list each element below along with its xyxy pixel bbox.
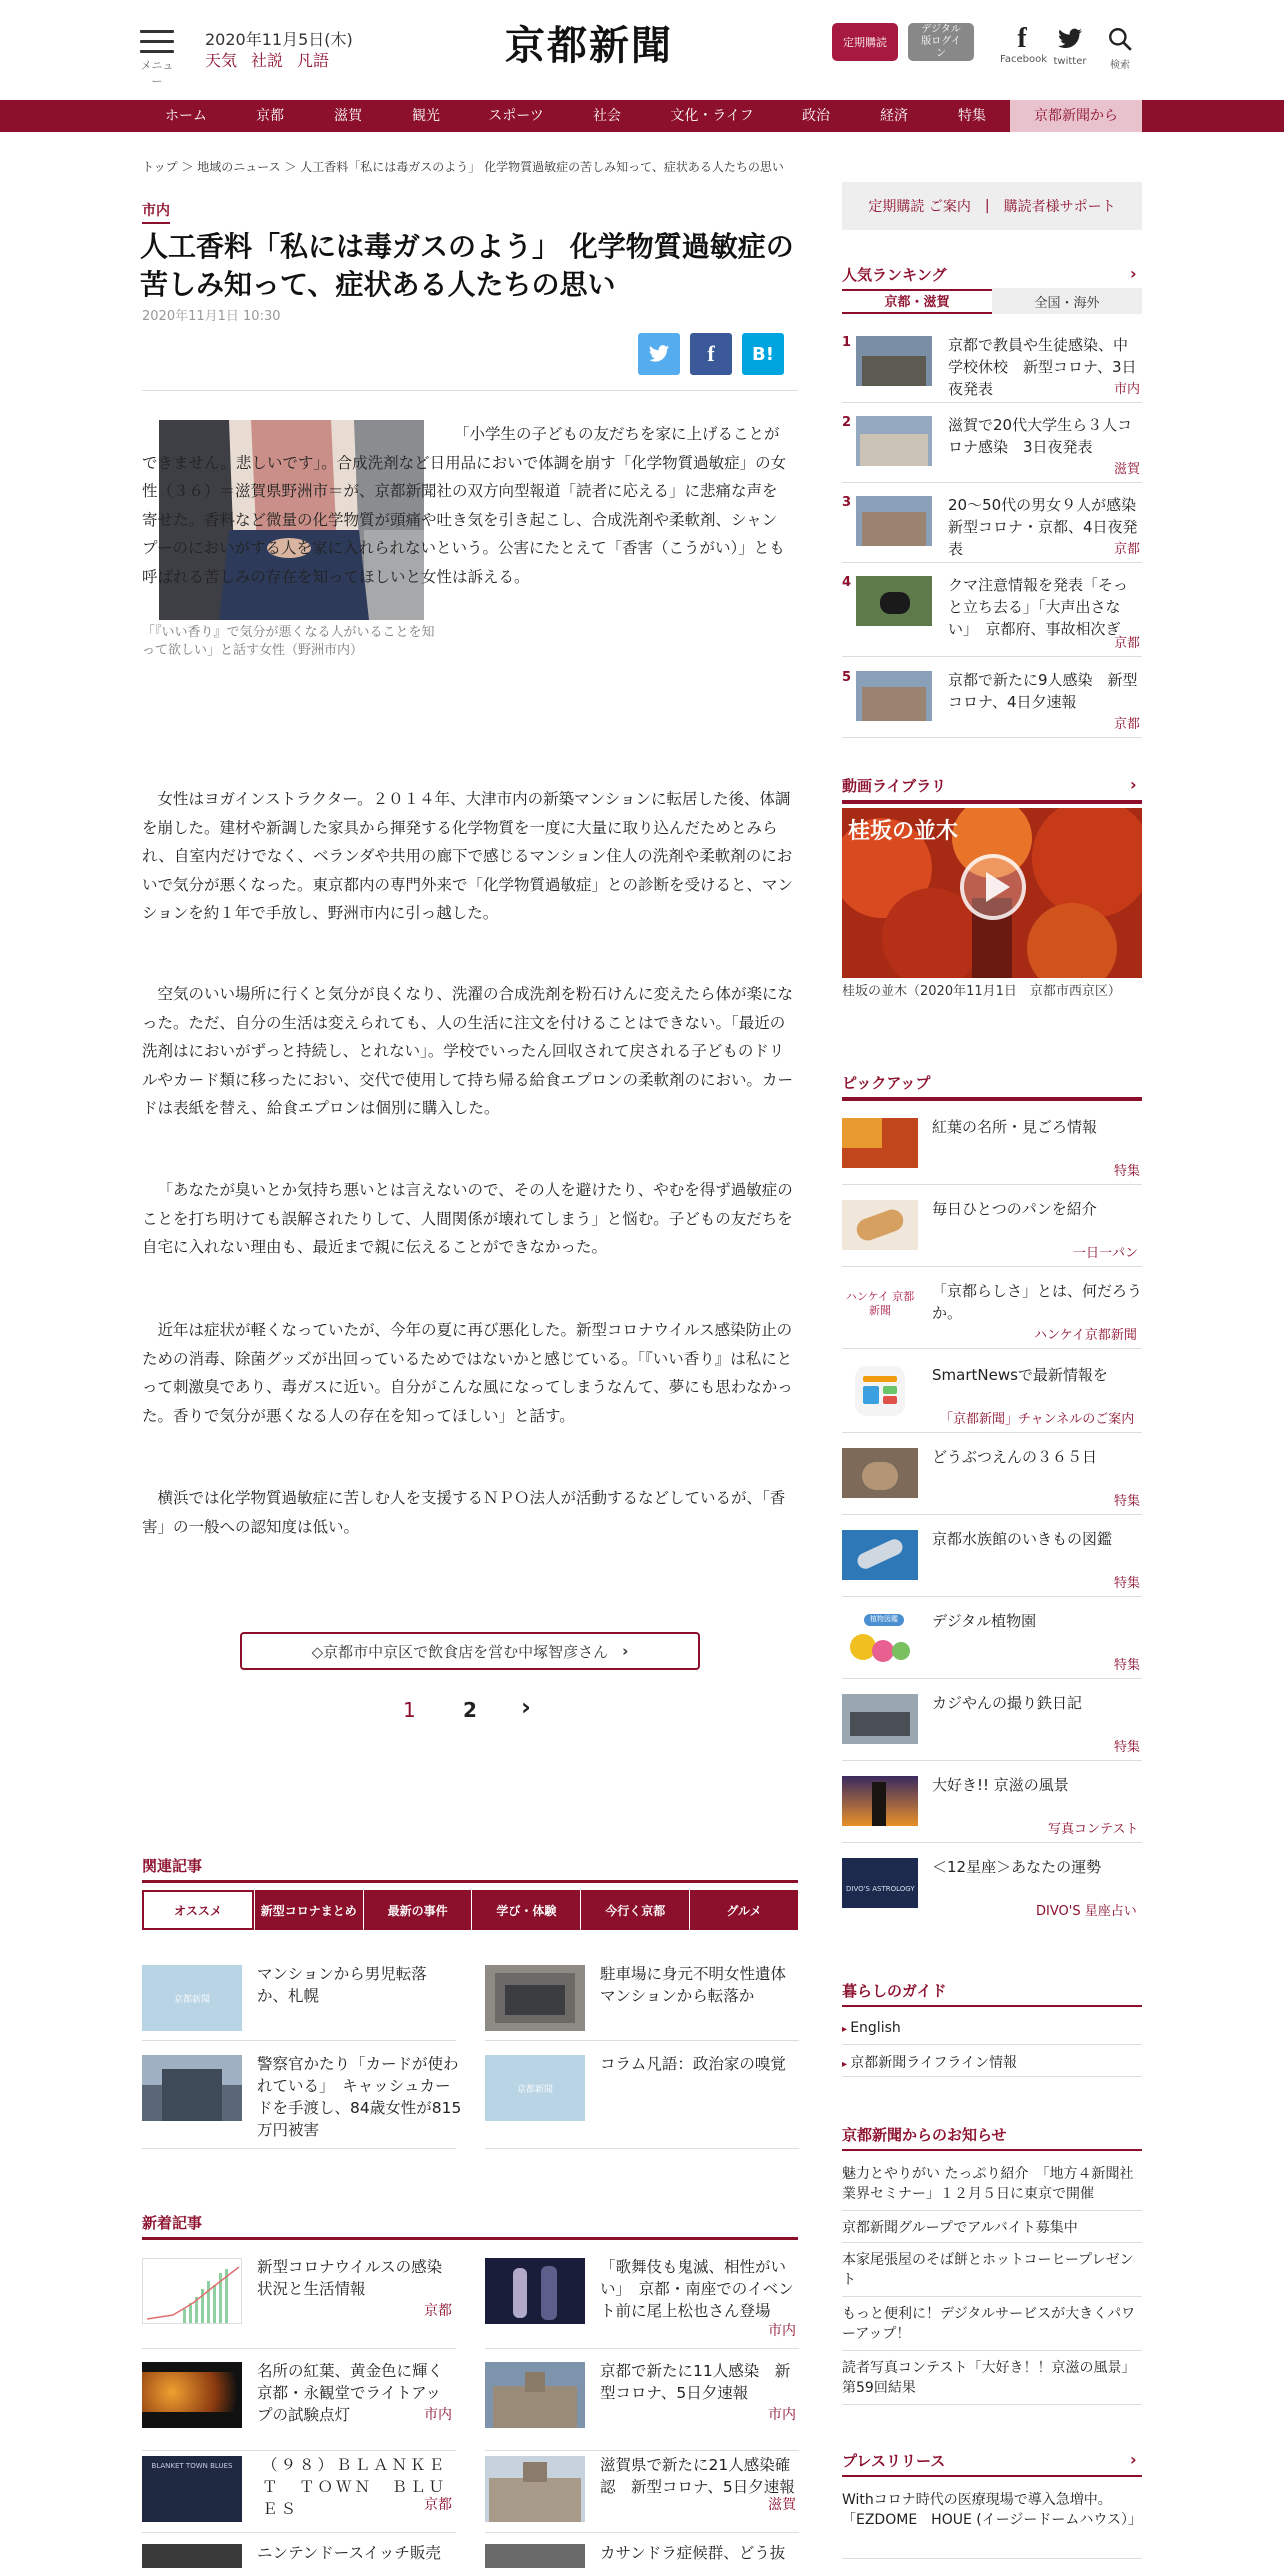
divider [842, 562, 1142, 563]
pickup-item-title: どうぶつえんの３６５日 [932, 1448, 1098, 1466]
pickup-item-tag: 一日一パン [1073, 1246, 1139, 1261]
divider [842, 1596, 1142, 1597]
menu-label: メニュー [140, 59, 174, 88]
pickup-item-title: カジやんの撮り鉄日記 [932, 1694, 1083, 1712]
photo-caption: 「『いい香り』で気分が悪くなる人がいることを知って欲しい」と話す女性（野洲市内） [142, 625, 435, 658]
divider [842, 402, 1142, 403]
pickup-item-title: 「京都らしさ」とは、何だろうか。 [932, 1282, 1143, 1322]
latest-item-title: カサンドラ症候群、どう抜 [600, 2544, 786, 2562]
guide-item-label: 京都新聞ライフライン情報 [850, 2055, 1017, 2071]
related-item-title: 駐車場に身元不明女性遺体 マンションから転落か [600, 1965, 802, 2005]
latest-item-location: 京都 [424, 2303, 452, 2319]
next-page-chevron-icon[interactable]: › [521, 1693, 531, 1721]
ranking-item-title: 滋賀で20代大学生ら３人コロナ感染 3日夜発表 [948, 416, 1133, 456]
chevron-right-icon[interactable]: › [1130, 2450, 1137, 2469]
ranking-number: 1 [842, 335, 852, 350]
latest-item-location: 京都 [424, 2497, 452, 2513]
latest-item-title: 名所の紅葉、黄金色に輝く 京都・永観堂でライトアップの試験点灯 [257, 2362, 459, 2424]
latest-item-title: 新型コロナウイルスの感染状況と生活情報 [257, 2258, 443, 2298]
tab-latest-incidents[interactable]: 最新の事件 [363, 1890, 472, 1930]
building-thumb [485, 1965, 585, 2031]
notice-item[interactable]: もっと便利に！デジタルサービスが大きくパワーアップ！ [842, 2306, 1136, 2342]
article-category[interactable]: 市内 [142, 200, 170, 224]
ranking-item-tag: 京都 [1114, 542, 1141, 557]
ranking-heading: 人気ランキング [842, 264, 1142, 291]
press-heading: プレスリリース [842, 2450, 1142, 2477]
twitter-label: twitter [1053, 56, 1087, 67]
pickup-item-title: SmartNewsで最新情報を [932, 1366, 1108, 1384]
ranking-tab-kyoto-shiga[interactable]: 京都・滋賀 [842, 288, 992, 314]
ranking-item-title: 20～50代の男女９人が感染 新型コロナ・京都、4日夜発表 [948, 496, 1152, 558]
divider [142, 2040, 456, 2041]
divider [485, 2450, 799, 2451]
kyoto-office-thumb [856, 671, 932, 721]
latest-item-location: 市内 [424, 2407, 452, 2423]
article-title: 人工香料「私には毒ガスのよう」 化学物質過敏症の苦しみ知って、症状ある人たちの思い [140, 230, 794, 301]
ranking-item-title: クマ注意情報を発表「そっと立ち去る」「大声出さない」 京都府、事故相次ぎ [948, 576, 1129, 638]
switch-thumb [142, 2544, 242, 2568]
latest-item-location: 市内 [768, 2323, 796, 2339]
latest-item-title: 滋賀県で新たに21人感染確認 新型コロナ、5日夕速報 [600, 2456, 795, 2496]
related-item-title: コラム凡語：政治家の嗅覚 [600, 2055, 786, 2073]
botanical-badge: 植物図鑑 [864, 1614, 904, 1626]
chevron-right-icon[interactable]: › [1130, 775, 1137, 794]
article-paragraph: 「あなたが臭いとか気持ち悪いとは言えないので、その人を避けたり、やむを得ず過敏症のことを打ち明けても誤解されたりして、人間関係が壊れてしまう」と悩む。子どもの友だちを自宅に入れない理由も、最近まで親に伝えることができなかった。 [142, 1181, 793, 1256]
nav-item-kyoto[interactable]: 京都 [256, 108, 284, 124]
notice-item[interactable]: 本家尾張屋のそば餅とホットコーヒープレゼント [842, 2252, 1134, 2288]
smartnews-icon [855, 1366, 905, 1416]
header-quick-links [205, 48, 343, 71]
tab-kyoto-now[interactable]: 今行く京都 [580, 1890, 689, 1930]
train-thumb [842, 1694, 918, 1744]
page-2-current: 2 [463, 1698, 477, 1722]
search-icon [1107, 26, 1133, 52]
divider [842, 1184, 1142, 1185]
pickup-item-tag: 特集 [1114, 1494, 1141, 1509]
article-date: 2020年11月1日 10:30 [142, 309, 281, 324]
article-paragraph: 空気のいい場所に行くと気分が良くなり、洗濯の合成洗剤を粉石けんに変えたら体が楽になった。ただ、自分の生活は変えられても、人の生活に注文を付けることはできない。「最近の洗剤はにおいがずっと持続し、とれない」。学校でいったん回収されて戻される子どものドリルやカード類に移ったにおい、交代で使用して持ち帰る給食エプロンの柔軟剤のにおい。カードは表紙を替え、給食エプロンは個別に購入した。 [142, 985, 794, 1117]
nav-item-culture[interactable]: 文化・ライフ [670, 108, 754, 124]
divider [842, 2242, 1142, 2243]
divider [142, 390, 798, 391]
ranking-tab-national[interactable]: 全国・海外 [992, 288, 1142, 314]
corona-chart-thumb [142, 2258, 242, 2324]
latest-heading: 新着記事 [142, 2212, 798, 2240]
play-icon[interactable] [960, 854, 1026, 920]
guide-item-label: English [850, 2020, 901, 2036]
search-button[interactable] [1100, 24, 1140, 71]
divider [842, 1514, 1142, 1515]
next-page-label: ◇京都市中京区で飲食店を営む中塚智彦さん [311, 1642, 609, 1661]
pickup-item-title: 大好き!! 京滋の風景 [932, 1776, 1069, 1794]
notice-item[interactable]: 読者写真コンテスト「大好き！！京滋の風景」第59回結果 [842, 2360, 1136, 2396]
article-paragraph [142, 420, 788, 591]
ranking-number: 5 [842, 670, 852, 685]
paragraph-text: 「小学生の子どもの友だちを家に上げることができません。悲しいです」。合成洗剤など日用品においで体調を崩す「化学物質過敏症」の女性（３６）＝滋賀県野洲市＝が、京都新聞社の双方向型報道「読者に応える」に悲痛な声を寄せた。香料など微量の化学物質が頭痛や吐き気を引き起こし、合成洗剤や柔軟剤、シャンプーのにおいがする人を家に入れられないという。公害にたとえて「香害（こうがい）」とも呼ばれる苦しみの存在を知ってほしいと女性は訴える。 [142, 425, 787, 586]
nav-item-sports[interactable]: スポーツ [488, 108, 544, 124]
main-nav [0, 100, 1284, 132]
divider [485, 2148, 799, 2149]
pickup-item-title: ＜12星座＞あなたの運勢 [932, 1858, 1102, 1876]
ranking-number: 4 [842, 575, 852, 590]
twitter-icon [647, 343, 671, 365]
divider [842, 2044, 1142, 2045]
divider [842, 2210, 1142, 2211]
ranking-item-tag: 京都 [1114, 717, 1141, 732]
weather-link[interactable]: 天気 [205, 51, 238, 70]
facebook-button[interactable] [1000, 23, 1047, 65]
divider [842, 2350, 1142, 2351]
twitter-button[interactable] [1052, 24, 1088, 67]
ranking-item-tag: 滋賀 [1114, 462, 1141, 477]
divider [842, 2076, 1142, 2077]
pickup-heading: ピックアップ [842, 1072, 1142, 1101]
divider [142, 2348, 456, 2349]
tab-corona-summary[interactable]: 新型コロナまとめ [254, 1890, 363, 1930]
cassandra-thumb [485, 2544, 585, 2568]
autumn-leaves-thumb [842, 1118, 918, 1168]
ranking-item-title: 京都で教員や生徒感染、中学校休校 新型コロナ、3日夜発表 [948, 336, 1137, 398]
latest-item-title: 「歌舞伎も鬼滅、相性がいい」 京都・南座でのイベント前に尾上松也さん登場 [600, 2258, 794, 2320]
nav-item-from-kyoto-np[interactable]: 京都新聞から [1010, 100, 1142, 132]
divider [842, 1348, 1142, 1349]
pickup-item-tag: 特集 [1114, 1164, 1141, 1179]
pickup-item-tag: 特集 [1114, 1576, 1141, 1591]
pickup-item-tag: 特集 [1114, 1740, 1141, 1755]
divider [485, 2532, 799, 2533]
share-hatena-button[interactable] [742, 333, 784, 375]
guide-heading: 暮らしのガイド [842, 1980, 1142, 2007]
ranking-number: 3 [842, 495, 852, 510]
editorial-link[interactable]: 社説 [251, 51, 284, 70]
subscriber-support-link[interactable]: 購読者様サポート [1003, 199, 1116, 215]
twitter-icon [1056, 26, 1084, 52]
ranking-item-tag: 京都 [1114, 636, 1141, 651]
search-label: 検索 [1110, 60, 1130, 71]
facebook-icon: f [1017, 23, 1027, 54]
divider [842, 2404, 1142, 2405]
divider [842, 482, 1142, 483]
divider [142, 2148, 456, 2149]
divos-astrology-thumb: DIVO'S ASTROLOGY [842, 1858, 918, 1908]
aquarium-dolphin-thumb [842, 1530, 918, 1580]
subscription-links-box [842, 182, 1142, 230]
digital-login-label: デジタル版ログイン [921, 24, 961, 59]
pickup-item-title: 毎日ひとつのパンを紹介 [932, 1200, 1097, 1218]
stage-event-thumb [485, 2258, 585, 2324]
nav-item-features[interactable]: 特集 [958, 108, 986, 124]
tab-gourmet[interactable]: グルメ [689, 1890, 798, 1930]
bear-thumb [856, 576, 932, 626]
video-overlay-title: 桂坂の並木 [848, 819, 959, 844]
related-item-title: マンションから男児転落か、札幌 [257, 1965, 427, 2005]
nav-item-society[interactable]: 社会 [593, 108, 621, 124]
divider [842, 1842, 1142, 1843]
pagoda-sunset-thumb [842, 1776, 918, 1826]
guide-item-english[interactable] [842, 2020, 901, 2036]
video-heading: 動画ライブラリ [842, 775, 1142, 804]
related-heading: 関連記事 [142, 1855, 798, 1883]
divider [842, 1678, 1142, 1679]
shiga-building-thumb [856, 416, 932, 466]
autumn-light-thumb [142, 2362, 242, 2428]
facebook-label: Facebook [1000, 54, 1047, 65]
article-paragraph: 女性はヨガインストラクター。２０１４年、大津市内の新築マンションに転居した後、体調を崩した。建材や新調した家具から揮発する化学物質を一度に大量に取り込んだためとみられ、自室内だけでなく、ベランダや共用の廊下で感じるマンション住人の洗剤や柔軟剤のにおいで気分が悪くなった。東京都内の専門外来で「化学物質過敏症」との診断を受けると、マンションを約１年で手放し、野洲市内に引っ越した。 [142, 790, 794, 922]
nav-item-economy[interactable]: 経済 [880, 108, 908, 124]
ranking-number: 2 [842, 415, 852, 430]
facebook-icon: f [707, 341, 715, 366]
digital-login-button[interactable] [908, 23, 974, 61]
latest-item-title: ニンテンドースイッチ販売 [257, 2544, 441, 2562]
chevron-right-icon: › [622, 1642, 629, 1660]
related-item-title: 警察官かたり「カードが使われている」 キャッシュカードを手渡し、84歳女性が815万円被害 [257, 2055, 462, 2139]
hankei-logo-thumb: ハンケイ 京都新聞 [845, 1290, 915, 1317]
next-page-button[interactable] [240, 1632, 700, 1670]
share-facebook-button[interactable] [690, 333, 732, 375]
article-paragraph: 近年は症状が軽くなっていたが、今年の夏に再び悪化した。新型コロナウイルス感染防止のための消毒、除菌グッズが出回っているためではないかと感じている。「『いい香り』は私にとって刺激臭であり、毒ガスに近い。自分がこんな風になってしまうなんて、夢にも思わなかった。香りで気分が悪くなる人の存在を知ってほしい」と話す。 [142, 1321, 793, 1425]
latest-item-title: （９８）ＢＬＡＮＫＥＴ ＴＯＷＮ ＢＬＵＥＳ [262, 2456, 448, 2518]
pickup-item-tag: 写真コンテスト [1048, 1822, 1139, 1837]
video-caption: 桂坂の並木（2020年11月1日 京都市西京区） [842, 984, 1121, 999]
pickup-item-title: 紅葉の名所・見ごろ情報 [932, 1118, 1098, 1136]
pickup-item-tag: DIVO'S 星座占い [1036, 1904, 1137, 1919]
divider [485, 2040, 799, 2041]
divider [842, 737, 1142, 738]
site-header [0, 0, 1284, 100]
pickup-item-title: 京都水族館のいきもの図鑑 [932, 1530, 1113, 1548]
guide-item-lifeline[interactable] [842, 2052, 1017, 2072]
share-twitter-button[interactable] [638, 333, 680, 375]
divider [142, 2450, 456, 2451]
breadcrumb[interactable]: トップ ＞ 地域のニュース ＞ 人工香料「私には毒ガスのよう」 化学物質過敏症の苦しみ知って、症状ある人たちの思い [142, 160, 784, 174]
divider [842, 1432, 1142, 1433]
pickup-item-tag: ハンケイ京都新聞 [1034, 1328, 1137, 1343]
tab-learning[interactable]: 学び・体験 [471, 1890, 580, 1930]
kyoto-np-placeholder-thumb: 京都新聞 [485, 2055, 585, 2121]
hatena-bookmark-icon: B! [752, 343, 774, 365]
tab-recommended[interactable]: オススメ [142, 1890, 254, 1930]
notice-item[interactable]: 京都新聞グループでアルバイト募集中 [842, 2220, 1078, 2236]
latest-item-location: 市内 [768, 2407, 796, 2423]
press-item[interactable]: Withコロナ時代の医療現場で導入急増中。「EZDOME HOUE (イージードームハウス）」 [842, 2492, 1142, 2528]
police-building-thumb [142, 2055, 242, 2121]
divider [842, 2558, 1142, 2559]
pickup-item-tag: 特集 [1114, 1658, 1141, 1673]
zoo-animal-thumb [842, 1448, 918, 1498]
notice-item[interactable]: 魅力とやりがい たっぷり紹介 「地方４新聞社業界セミナー」１２月５日に東京で開催 [842, 2166, 1134, 2202]
blanket-town-blues-thumb: BLANKET TOWN BLUES [142, 2456, 242, 2522]
divider [842, 2296, 1142, 2297]
triangle-right-icon: ▸ [842, 2024, 851, 2035]
divider [842, 656, 1142, 657]
chevron-right-icon[interactable]: › [1130, 264, 1137, 283]
ranking-item-title: 京都で新たに9人感染 新型コロナ、4日夕速報 [948, 671, 1138, 711]
latest-item-location: 滋賀 [768, 2497, 796, 2513]
shiga-office-thumb [485, 2456, 585, 2522]
pickup-item-title: デジタル植物園 [932, 1612, 1037, 1630]
article-paragraph: 横浜では化学物質過敏症に苦しむ人を支援するＮＰＯ法人が活動するなどしているが、「香害」の一般への認知度は低い。 [142, 1489, 786, 1536]
digital-botanical-thumb [842, 1612, 918, 1662]
divider [142, 2532, 456, 2533]
subscribe-button[interactable]: 定期購読 [832, 23, 898, 61]
divider [485, 2348, 799, 2349]
school-thumb [856, 336, 932, 386]
bongo-link[interactable]: 凡語 [297, 51, 330, 70]
site-logo[interactable]: 京都新聞 [505, 22, 673, 69]
government-building-thumb [485, 2362, 585, 2428]
nav-item-tourism[interactable]: 観光 [412, 108, 440, 124]
triangle-right-icon: ▸ [842, 2059, 851, 2070]
latest-item-title: 京都で新たに11人感染 新型コロナ、5日夕速報 [600, 2362, 791, 2402]
separator: | [984, 198, 990, 214]
pickup-item-tag: 「京都新聞」チャンネルのご案内 [940, 1412, 1135, 1427]
ranking-item-tag: 市内 [1114, 382, 1141, 397]
subscription-info-link[interactable]: 定期購読 ご案内 [868, 199, 971, 215]
divider [842, 1760, 1142, 1761]
related-tabs [142, 1890, 798, 1930]
nav-item-shiga[interactable]: 滋賀 [334, 108, 362, 124]
menu-button[interactable] [140, 30, 174, 89]
nav-item-politics[interactable]: 政治 [802, 108, 830, 124]
bread-thumb [842, 1200, 918, 1250]
header-date: 2020年11月5日(木) [205, 30, 353, 49]
notice-heading: 京都新聞からのお知らせ [842, 2124, 1142, 2151]
kyoto-np-placeholder-thumb: 京都新聞 [142, 1965, 242, 2031]
nav-item-home[interactable]: ホーム [165, 108, 207, 124]
divider [842, 1266, 1142, 1267]
video-player[interactable] [842, 808, 1142, 978]
page-1-link[interactable]: 1 [403, 1698, 416, 1722]
kyoto-office-thumb [856, 496, 932, 546]
